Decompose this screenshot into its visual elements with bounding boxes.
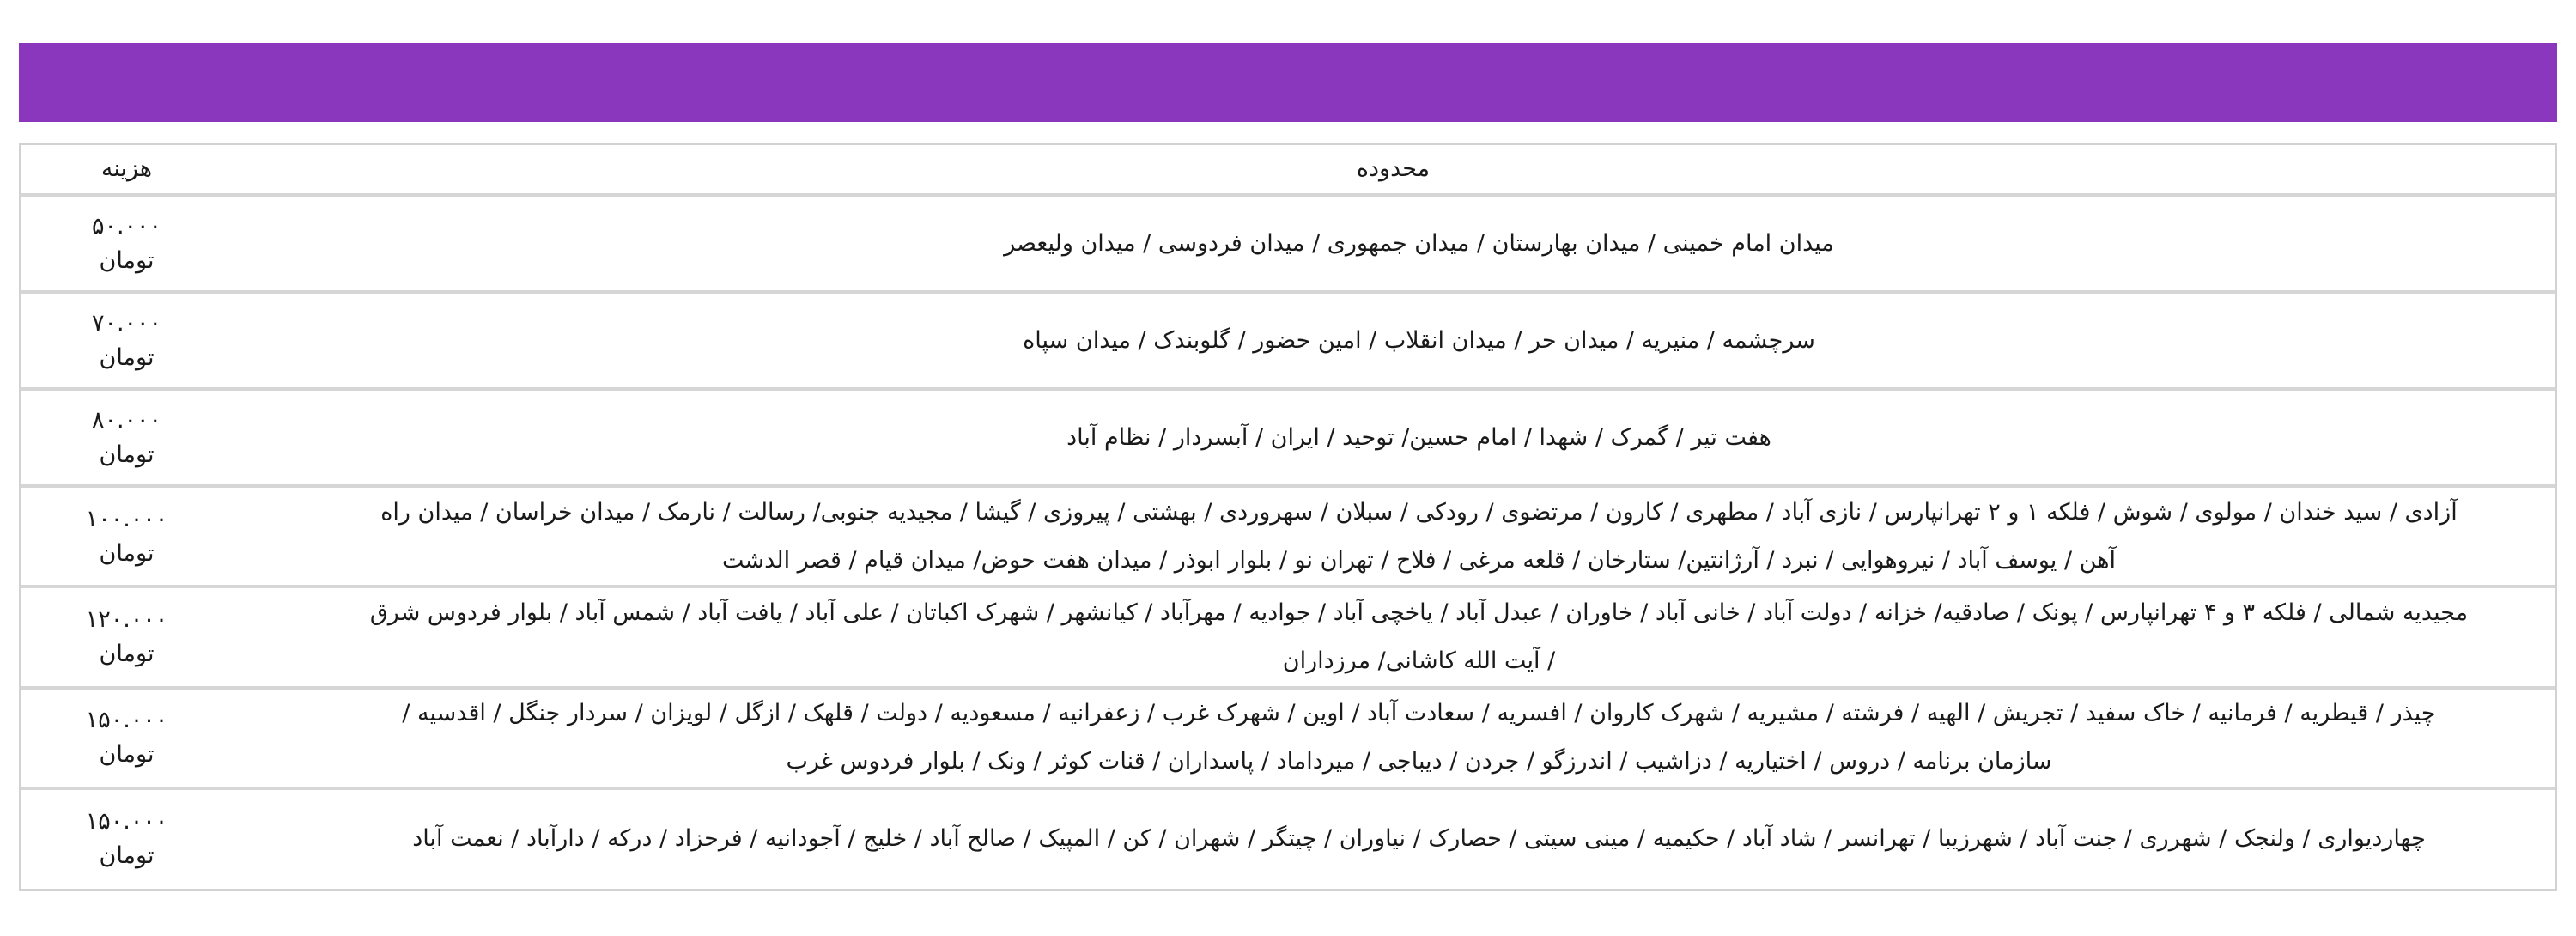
cost-cell xyxy=(21,389,232,486)
cost-amount: ۱۰۰.۰۰۰ xyxy=(85,505,168,532)
cost-amount: ۱۵۰.۰۰۰ xyxy=(85,707,168,734)
cost-unit: تومان xyxy=(99,741,155,769)
cost-unit: تومان xyxy=(99,441,155,468)
table-row xyxy=(21,389,2555,486)
cost-amount: ۷۰.۰۰۰ xyxy=(91,309,162,337)
table-row xyxy=(21,292,2555,389)
column-header-cost: هزینه xyxy=(21,145,232,195)
area-cell: چیذر / قیطریه / فرمانیه / خاک سفید / تجریش / الهیه / فرشته / مشیریه / شهرک کاروان / افسریه / سعادت آباد / اوین / شهرک غرب / زعفرانیه / مسعودیه / دولت / قلهک / ازگل / لویزان / سردار جنگل / اقدسیه / سازمان برنامه / دروس / اختیاریه / دزاشیب / اندرزگو / جردن / دیباجی / میرداماد / پاسداران / قنات کوثر / ونک / بلوار فردوس غرب xyxy=(232,688,2555,788)
header-banner xyxy=(19,43,2557,122)
table-row xyxy=(21,195,2555,292)
cost-unit: تومان xyxy=(99,842,155,870)
cost-amount: ۸۰.۰۰۰ xyxy=(91,406,162,434)
table-row xyxy=(21,486,2555,587)
cost-cell xyxy=(21,788,232,889)
cost-cell xyxy=(21,587,232,687)
cost-unit: تومان xyxy=(99,343,155,371)
cost-cell xyxy=(21,195,232,292)
cost-amount: ۱۵۰.۰۰۰ xyxy=(85,808,168,836)
delivery-cost-table xyxy=(19,143,2557,891)
table-row xyxy=(21,587,2555,687)
cost-cell xyxy=(21,486,232,587)
area-cell: میدان امام خمینی / میدان بهارستان / میدان جمهوری / میدان فردوسی / میدان ولیعصر xyxy=(232,195,2555,292)
area-cell: مجیدیه شمالی / فلکه ۳ و ۴ تهرانپارس / پونک / صادقیه/ خزانه / دولت آباد / خانی آباد / خاوران / عبدل آباد / یاخچی آباد / جوادیه / مهرآباد / کیانشهر / شهرک اکباتان / علی آباد / یافت آباد / شمس آباد / بلوار فردوس شرق / آیت الله کاشانی/ مرزداران xyxy=(232,587,2555,687)
table-row xyxy=(21,788,2555,889)
cost-unit: تومان xyxy=(99,641,155,668)
area-cell: سرچشمه / منیریه / میدان حر / میدان انقلاب / امین حضور / گلوبندک / میدان سپاه xyxy=(232,292,2555,389)
table-row xyxy=(21,688,2555,788)
cost-unit: تومان xyxy=(99,539,155,567)
area-cell: چهاردیواری / ولنجک / شهرری / جنت آباد / شهرزیبا / تهرانسر / شاد آباد / حکیمیه / مینی سیتی / حصارک / نیاوران / چیتگر / شهران / کن / المپیک / صالح آباد / خلیج / آجودانیه / فرحزاد / درکه / دارآباد / نعمت آباد xyxy=(412,825,2426,853)
cost-amount: ۱۲۰.۰۰۰ xyxy=(85,606,168,634)
table-header-row xyxy=(21,145,2555,195)
cost-cell xyxy=(21,688,232,788)
cost-cell xyxy=(21,292,232,389)
cost-amount: ۵۰.۰۰۰ xyxy=(91,212,162,240)
area-cell: آزادی / سید خندان / مولوی / شوش / فلکه ۱ و ۲ تهرانپارس / نازی آباد / مطهری / کارون / مرتضوی / رودکی / سبلان / سهروردی / بهشتی / پیروزی / گیشا / مجیدیه جنوبی/ رسالت / نارمک / میدان خراسان / میدان راه آهن / یوسف آباد / نیروهوایی / نبرد / آرژانتین/ ستارخان / قلعه مرغی / فلاح / تهران نو / بلوار ابوذر / میدان هفت حوض/ میدان قیام / قصر الدشت xyxy=(232,486,2555,587)
cost-unit: تومان xyxy=(99,246,155,274)
column-header-area: محدوده xyxy=(232,145,2555,195)
area-cell: هفت تیر / گمرک / شهدا / امام حسین/ توحید / ایران / آبسردار / نظام آباد xyxy=(232,389,2555,486)
